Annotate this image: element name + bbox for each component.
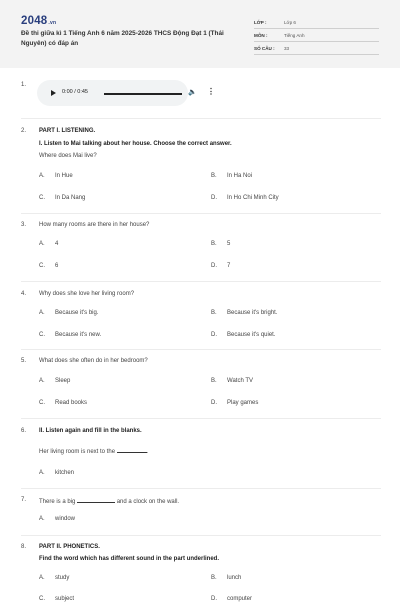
question-text: How many rooms are there in her house?	[39, 222, 150, 228]
question-text: Where does Mai live?	[39, 153, 97, 159]
option-a[interactable]: A. Sleep	[39, 378, 71, 384]
audio-player[interactable]	[37, 80, 215, 106]
meta-class-label: LỚP :	[254, 20, 267, 25]
question-text: Why does she love her living room?	[39, 291, 135, 297]
option-a[interactable]: A. study	[39, 575, 70, 581]
option-d[interactable]: D. computer	[211, 596, 253, 602]
instruction: I. Listen to Mai talking about her house. Choose the correct answer.	[39, 141, 232, 147]
option-a[interactable]: A. 4	[39, 241, 59, 247]
option-d[interactable]: D. Play games	[211, 400, 259, 406]
divider	[21, 535, 381, 536]
more-options-icon[interactable]: ⋮	[207, 87, 215, 96]
option-c[interactable]: C. Because it's new.	[39, 332, 102, 338]
option-c[interactable]: C. Read books	[39, 400, 88, 406]
meta-subject	[254, 30, 379, 42]
meta-class	[254, 17, 379, 29]
audio-time: 0:00 / 0:45	[62, 89, 88, 95]
play-icon[interactable]	[51, 90, 56, 96]
option-a[interactable]: A. kitchen	[39, 470, 75, 476]
option-a[interactable]: A. Because it's big.	[39, 310, 99, 316]
meta-class-value: Lớp 6	[284, 20, 296, 25]
question-number: 7.	[21, 497, 27, 503]
divider	[21, 349, 381, 350]
divider	[21, 118, 381, 119]
audio-progress-bar[interactable]	[104, 93, 182, 95]
divider	[21, 213, 381, 214]
instruction: Find the word which has different sound in the part underlined.	[39, 556, 220, 562]
exam-header	[0, 0, 400, 68]
divider	[21, 488, 381, 489]
part-heading: PART I. LISTENING.	[39, 128, 96, 134]
meta-subject-value: Tiếng Anh	[284, 33, 305, 38]
divider	[21, 281, 381, 282]
question-number: 5.	[21, 358, 27, 364]
meta-count-label: SỐ CÂU :	[254, 46, 275, 51]
answer-blank	[77, 497, 115, 503]
divider	[21, 418, 381, 419]
volume-icon[interactable]: 🔈	[188, 89, 197, 96]
exam-title: Đề thi giữa kì 1 Tiếng Anh 6 năm 2025-2026 THCS Động Đạt 1 (Thái Nguyên) có đáp án	[21, 30, 224, 47]
option-d[interactable]: D. 7	[211, 263, 231, 269]
option-d[interactable]: D. In Ho Chi Minh City	[211, 195, 279, 201]
option-b[interactable]: B. Because it's bright.	[211, 310, 278, 316]
option-a[interactable]: A. window	[39, 516, 76, 522]
question-number: 4.	[21, 291, 27, 297]
question-number: 3.	[21, 222, 27, 228]
option-b[interactable]: B. In Ha Noi	[211, 173, 253, 179]
option-c[interactable]: C. 6	[39, 263, 59, 269]
answer-blank	[117, 447, 147, 453]
question-number: 1.	[21, 82, 27, 88]
option-b[interactable]: B. Watch TV	[211, 378, 254, 384]
option-c[interactable]: C. subject	[39, 596, 75, 602]
option-a[interactable]: A. In Hue	[39, 173, 73, 179]
question-text: What does she often do in her bedroom?	[39, 358, 148, 364]
question-number: 6.	[21, 428, 27, 434]
part-heading: PART II. PHONETICS.	[39, 544, 100, 550]
option-b[interactable]: B. lunch	[211, 575, 242, 581]
question-number: 8.	[21, 544, 27, 550]
option-b[interactable]: B. 5	[211, 241, 231, 247]
instruction: II. Listen again and fill in the blanks.	[39, 428, 142, 434]
meta-count	[254, 43, 379, 55]
question-text: Her living room is next to the .	[39, 449, 149, 455]
site-logo[interactable]: 2048.vn	[21, 15, 57, 27]
option-d[interactable]: D. Because it's quiet.	[211, 332, 276, 338]
question-number: 2.	[21, 128, 27, 134]
meta-subject-label: MÔN :	[254, 33, 268, 38]
option-c[interactable]: C. In Da Nang	[39, 195, 86, 201]
meta-count-value: 33	[284, 46, 290, 51]
question-text: There is a big and a clock on the wall.	[39, 499, 180, 505]
